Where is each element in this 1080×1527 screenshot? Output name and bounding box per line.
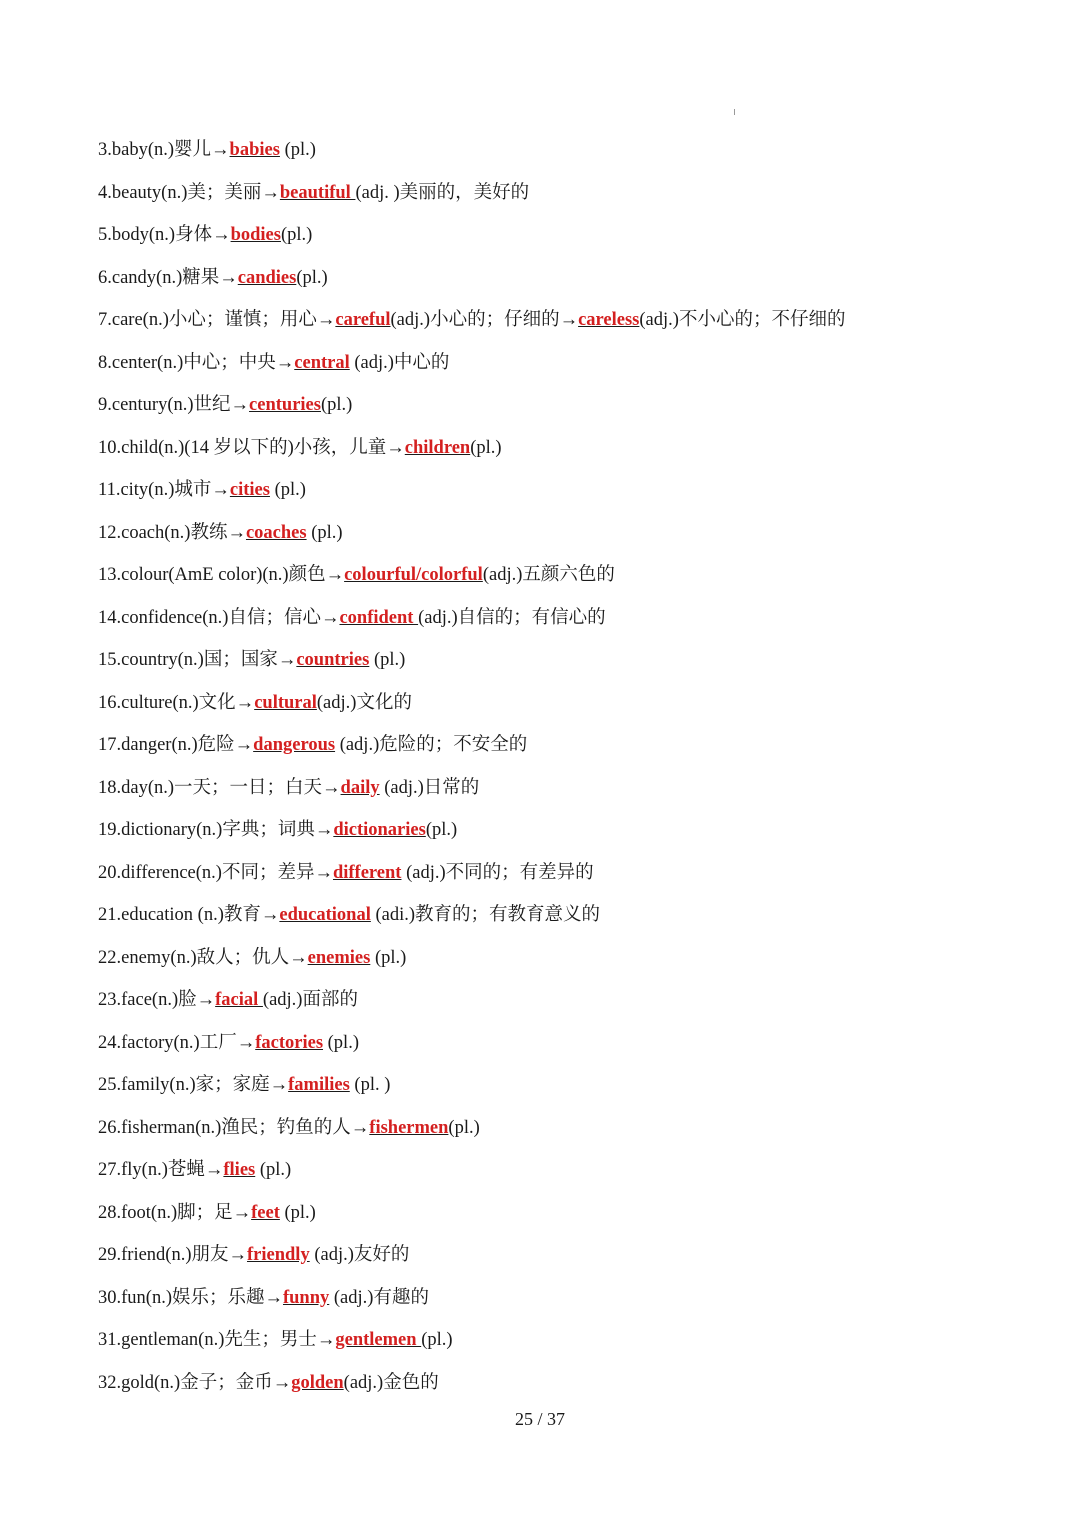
vocab-entry	[98, 1114, 998, 1157]
answer-word: feet	[251, 1202, 280, 1223]
entry-text: 17.danger(n.)危险→	[98, 735, 254, 755]
vocab-entry	[98, 944, 998, 987]
answer-word: confident	[339, 607, 419, 628]
entry-text: 28.foot(n.)脚；足→	[98, 1202, 252, 1223]
entry-text: 18.day(n.)一天；一日；白天→	[98, 777, 341, 798]
entry-text: (adi.)教育的；有教育意义的	[370, 905, 601, 925]
answer-word: families	[288, 1075, 350, 1095]
answer-word: different	[332, 862, 402, 883]
entry-text: (pl.)	[425, 820, 458, 840]
vocab-entry	[98, 901, 998, 944]
answer-word: colourful/colorful	[344, 565, 483, 585]
vocab-entry	[98, 179, 998, 222]
entry-text: 27.fly(n.)苍蝇→	[98, 1160, 224, 1180]
entry-text: (adj.)不同的；有差异的	[401, 862, 594, 883]
vocab-entry	[98, 774, 998, 817]
answer-word: children	[404, 437, 471, 458]
entry-text: (pl.)	[421, 1330, 453, 1350]
entry-text: 30.fun(n.)娱乐；乐趣→	[98, 1287, 283, 1308]
entry-text: (pl.)	[470, 437, 502, 458]
vocab-entry	[98, 1071, 998, 1114]
entry-text: 19.dictionary(n.)字典；词典→	[98, 820, 334, 840]
entry-text: 26.fisherman(n.)渔民；钓鱼的人→	[98, 1117, 370, 1138]
entry-text: (adj.)小心的；仔细的→	[390, 310, 579, 330]
entry-text: 12.coach(n.)教练→	[98, 522, 246, 543]
entry-text: 6.candy(n.)糖果→	[98, 267, 238, 288]
vocab-entry	[98, 476, 998, 519]
entry-text: 10.child(n.)(14 岁以下的)小孩，儿童→	[98, 437, 405, 458]
answer-word: gentlemen	[335, 1330, 422, 1350]
entry-text: (pl.)	[279, 1202, 316, 1223]
entry-text: 24.factory(n.)工厂→	[98, 1032, 256, 1053]
vocab-entry	[98, 1369, 998, 1412]
scan-mark	[734, 109, 735, 115]
entry-text: 13.colour(AmE color)(n.)颜色→	[98, 565, 345, 585]
answer-word: countries	[296, 650, 370, 670]
entry-text: 3.baby(n.)婴儿→	[98, 140, 230, 160]
entry-text: (pl.)	[255, 1160, 292, 1180]
entry-text: (adj.)有趣的	[329, 1287, 429, 1308]
entry-text: 32.gold(n.)金子；金币→	[98, 1372, 292, 1393]
answer-word: educational	[279, 905, 371, 925]
entry-text: (adj.)自信的；有信心的	[418, 607, 606, 628]
answer-word: cities	[229, 480, 270, 500]
entry-text: (pl.)	[320, 395, 353, 415]
vocab-entry	[98, 1284, 998, 1327]
entry-text: (adj.)不小心的；不仔细的	[639, 310, 846, 330]
entry-text: 5.body(n.)身体→	[98, 225, 231, 245]
answer-word: golden	[291, 1372, 344, 1393]
entry-text: (pl.)	[448, 1117, 480, 1138]
answer-word: facial	[215, 990, 263, 1010]
entry-text: 11.city(n.)城市→	[98, 480, 230, 500]
entry-text: (pl.)	[306, 522, 343, 543]
entry-text: (adj.)日常的	[379, 777, 480, 798]
entry-text: (adj.)中心的	[349, 352, 450, 373]
entry-text: 7.care(n.)小心；谨慎；用心→	[98, 310, 336, 330]
entry-text: 8.center(n.)中心；中央→	[98, 352, 295, 373]
answer-word: factories	[255, 1032, 324, 1053]
entry-text: 23.face(n.)脸→	[98, 990, 216, 1010]
vocab-entry	[98, 689, 998, 732]
entry-text: (pl.)	[323, 1032, 359, 1053]
entry-text: 9.century(n.)世纪→	[98, 395, 250, 415]
vocab-entry	[98, 306, 998, 349]
answer-word: dangerous	[253, 735, 336, 755]
entry-text: (pl.)	[279, 140, 316, 160]
entry-text: 20.difference(n.)不同；差异→	[98, 862, 333, 883]
entry-text: 25.family(n.)家；家庭→	[98, 1075, 289, 1095]
vocab-entry	[98, 434, 998, 477]
vocabulary-list	[98, 136, 998, 1411]
answer-word: central	[294, 352, 350, 373]
entry-text: (pl.)	[369, 650, 406, 670]
entry-text: 22.enemy(n.)敌人；仇人→	[98, 947, 308, 968]
vocab-entry	[98, 1029, 998, 1072]
entry-text: (adj. )美丽的，美好的	[355, 182, 530, 203]
entry-text: (pl.)	[280, 225, 313, 245]
answer-word: enemies	[307, 947, 371, 968]
entry-text: (adj.)友好的	[309, 1245, 410, 1265]
vocab-entry	[98, 136, 998, 179]
vocab-entry	[98, 1199, 998, 1242]
answer-word: fishermen	[369, 1117, 449, 1138]
vocab-entry	[98, 391, 998, 434]
entry-text: (pl.)	[370, 947, 407, 968]
entry-text: (adj.)危险的；不安全的	[335, 735, 528, 755]
answer-word: dictionaries	[333, 820, 426, 840]
answer-word: daily	[340, 777, 380, 798]
answer-word: bodies	[230, 225, 281, 245]
vocab-entry	[98, 349, 998, 392]
answer-word: cultural	[254, 692, 317, 713]
vocab-entry	[98, 1156, 998, 1199]
vocab-entry	[98, 646, 998, 689]
vocab-entry	[98, 816, 998, 859]
answer-word: careful	[335, 310, 391, 330]
answer-word: centuries	[249, 395, 321, 415]
entry-text: 16.culture(n.)文化→	[98, 692, 255, 713]
entry-text: (adj.)文化的	[316, 692, 412, 713]
entry-text: 14.confidence(n.)自信；信心→	[98, 607, 340, 628]
answer-word: candies	[237, 267, 297, 288]
vocab-entry	[98, 1326, 998, 1369]
vocab-entry	[98, 859, 998, 902]
entry-text: 15.country(n.)国；国家→	[98, 650, 297, 670]
entry-text: (adj.)五颜六色的	[482, 565, 615, 585]
vocab-entry	[98, 561, 998, 604]
entry-text: 31.gentleman(n.)先生；男士→	[98, 1330, 336, 1350]
answer-word: funny	[282, 1287, 330, 1308]
vocab-entry	[98, 519, 998, 562]
entry-text: (pl.)	[296, 267, 328, 288]
entry-text: (pl. )	[349, 1075, 391, 1095]
answer-word: babies	[229, 140, 280, 160]
answer-word: coaches	[245, 522, 307, 543]
entry-text: (adj.)面部的	[262, 990, 358, 1010]
entry-text: (adj.)金色的	[343, 1372, 439, 1393]
vocab-entry	[98, 1241, 998, 1284]
page-number: 25 / 37	[514, 1409, 565, 1429]
entry-text: 21.education (n.)教育→	[98, 905, 280, 925]
answer-word: careless	[578, 310, 640, 330]
vocab-entry	[98, 221, 998, 264]
entry-text: 29.friend(n.)朋友→	[98, 1245, 247, 1265]
vocab-entry	[98, 731, 998, 774]
vocab-entry	[98, 604, 998, 647]
entry-text: (pl.)	[269, 480, 306, 500]
vocab-entry	[98, 986, 998, 1029]
vocab-entry	[98, 264, 998, 307]
answer-word: friendly	[247, 1245, 310, 1265]
answer-word: flies	[223, 1160, 256, 1180]
entry-text: 4.beauty(n.)美；美丽→	[98, 182, 280, 203]
answer-word: beautiful	[279, 182, 356, 203]
